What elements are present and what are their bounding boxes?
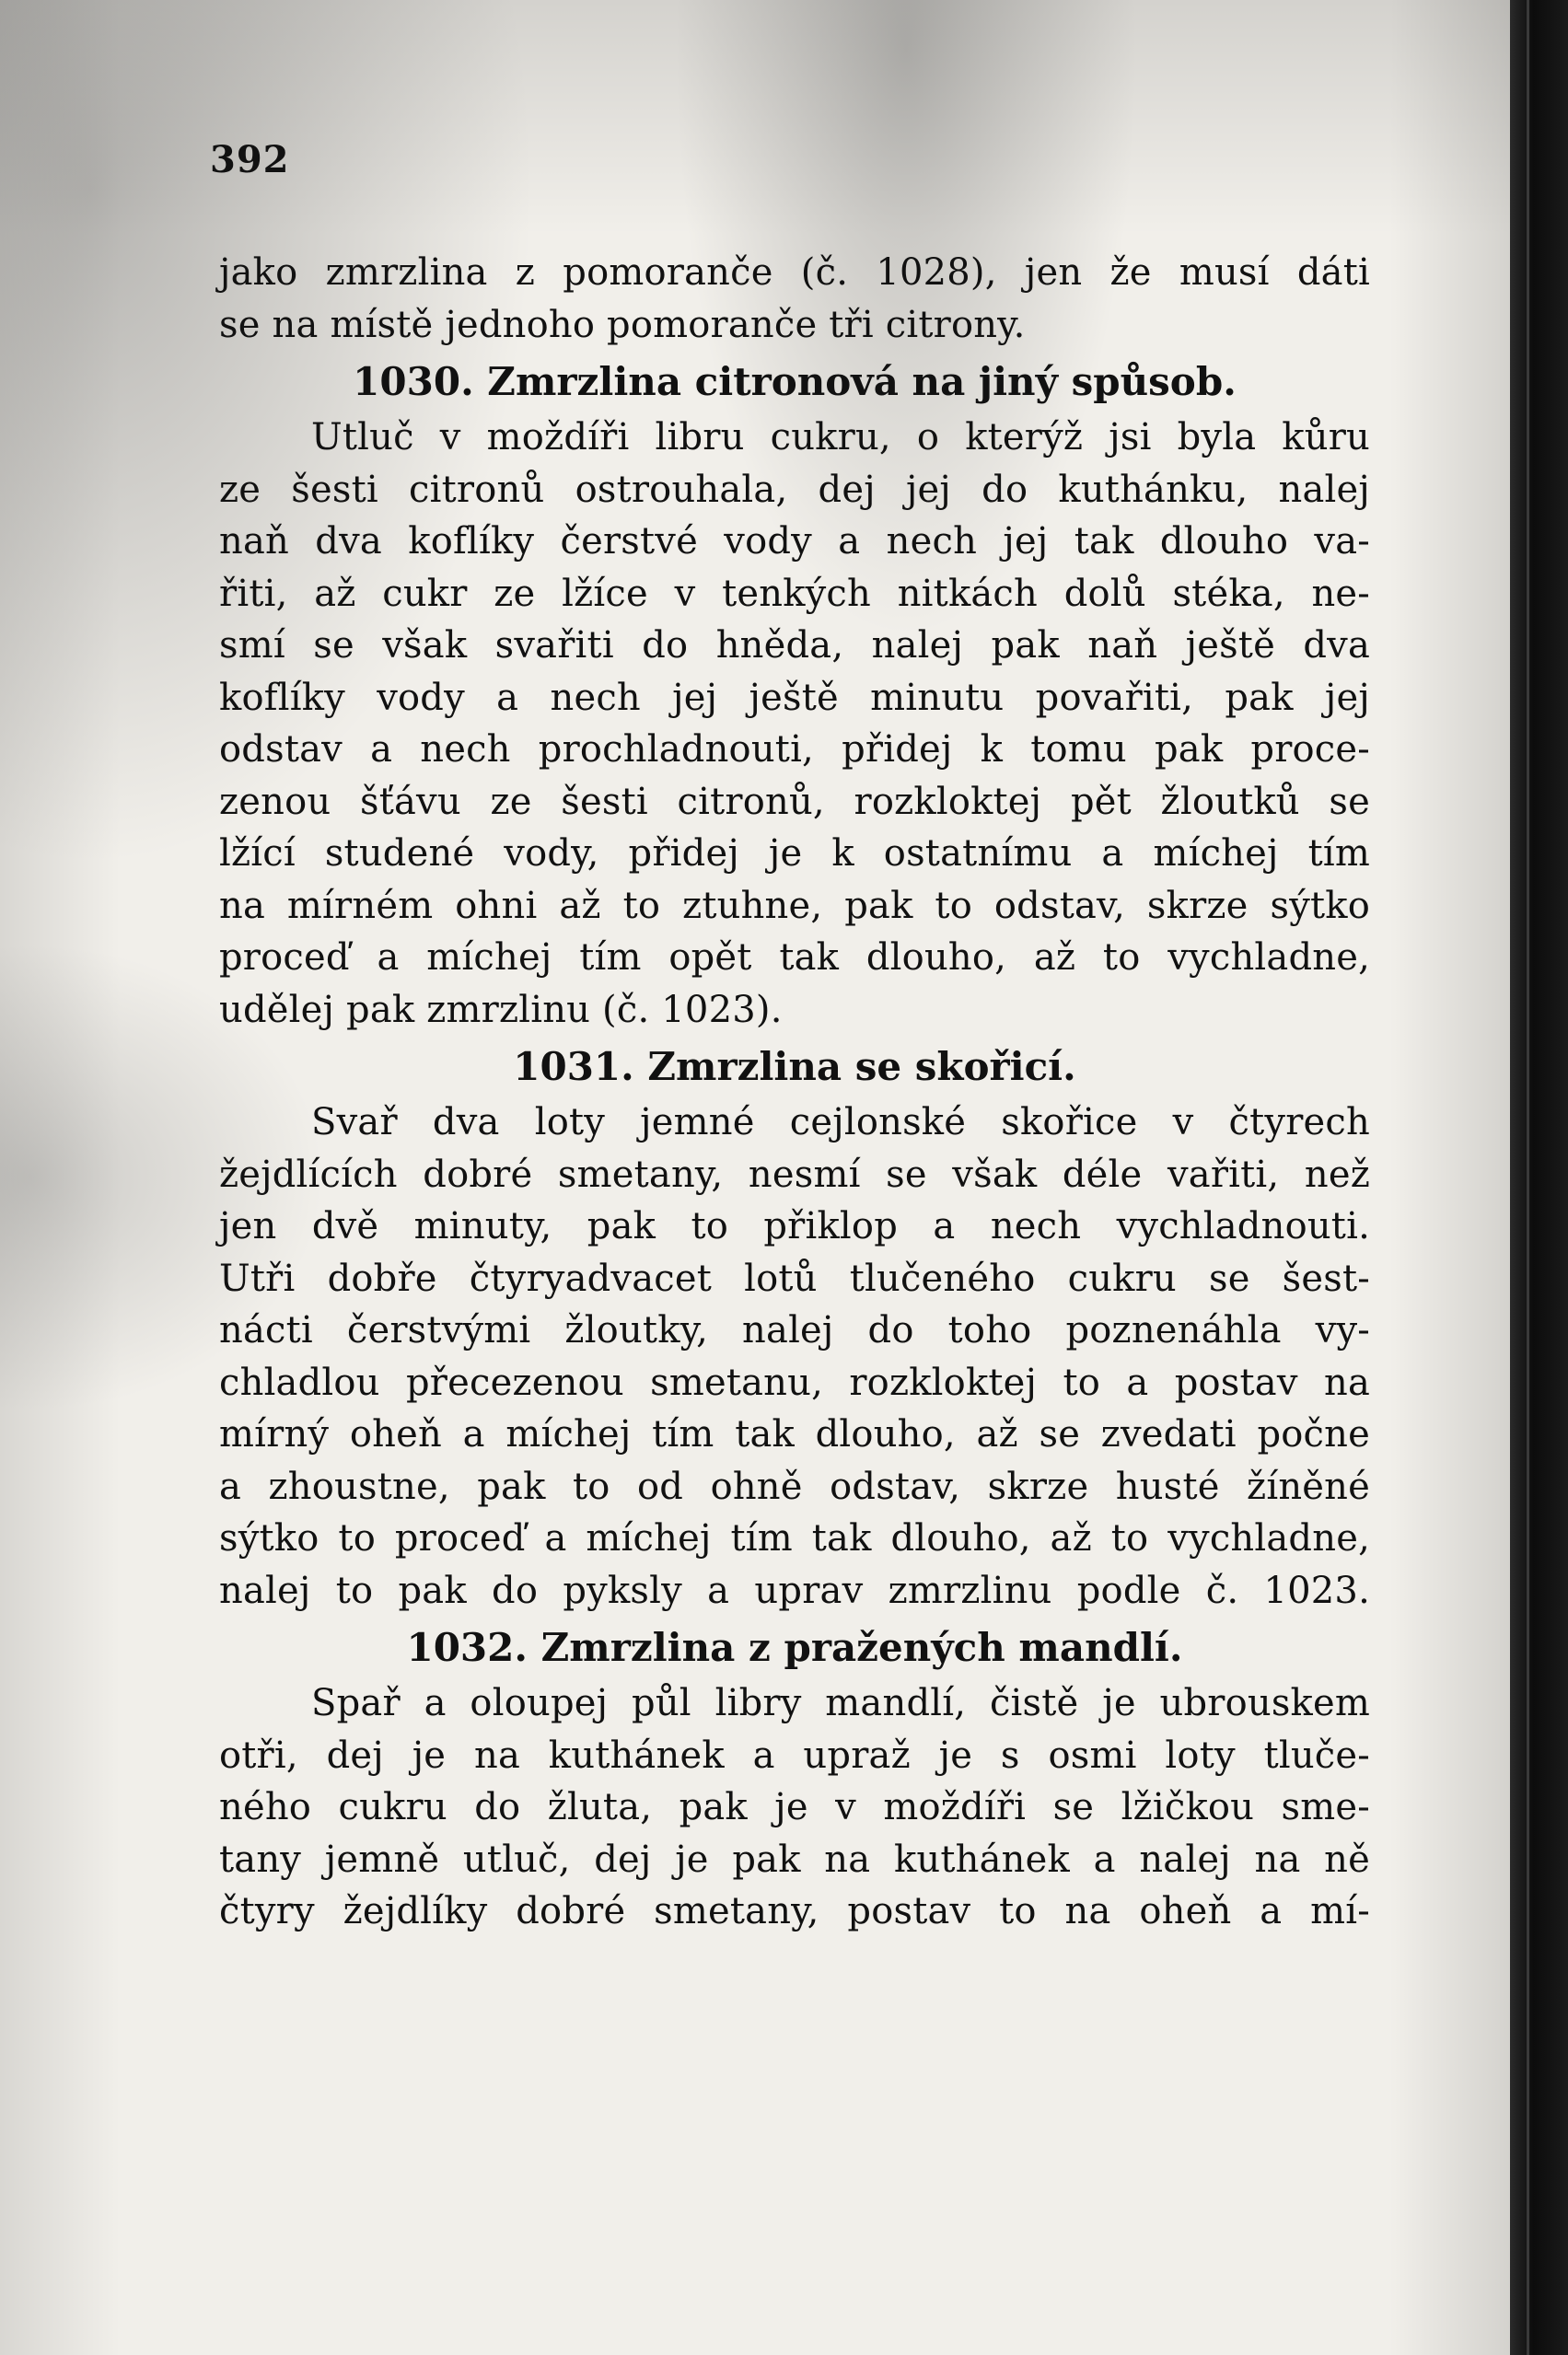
text-line: proceď a míchej tím opět tak dlouho, až to vychladne, — [219, 936, 1370, 979]
intro-paragraph — [219, 247, 1370, 351]
text-line: Utři dobře čtyryadvacet lotů tlučeného cukru se šest- — [219, 1257, 1370, 1300]
text-line: Spař a oloupej půl libry mandlí, čistě je ubrouskem — [311, 1682, 1370, 1724]
text-line: otři, dej je na kuthánek a upraž je s osmi loty tluče- — [219, 1734, 1370, 1777]
text-line: naň dva koflíky čerstvé vody a nech jej tak dlouho va- — [219, 520, 1370, 563]
text-line: jako zmrzlina z pomoranče (č. 1028), jen že musí dáti — [219, 251, 1370, 294]
text-line: koflíky vody a nech jej ještě minutu povařiti, pak jej — [219, 676, 1370, 719]
page-number: 392 — [210, 138, 290, 181]
section-1030 — [219, 356, 1370, 1036]
text-line: řiti, až cukr ze lžíce v tenkých nitkách dolů stéka, ne- — [219, 572, 1370, 615]
section-heading: 1031. Zmrzlina se skořicí. — [513, 1044, 1076, 1089]
text-line: se na místě jednoho pomoranče tři citrony. — [219, 303, 1026, 346]
text-line: Utluč v moždíři libru cukru, o kterýž jsi byla kůru — [311, 416, 1370, 458]
text-line: nácti čerstvými žloutky, nalej do toho poznenáhla vy- — [219, 1309, 1370, 1352]
text-line: a zhoustne, pak to od ohně odstav, skrze husté žíněné — [219, 1465, 1370, 1508]
text-line: čtyry žejdlíky dobré smetany, postav to na oheň a mí- — [219, 1890, 1370, 1932]
text-line: udělej pak zmrzlinu (č. 1023). — [219, 988, 783, 1031]
text-line: mírný oheň a míchej tím tak dlouho, až se zvedati počne — [219, 1413, 1370, 1456]
text-line: smí se však svařiti do hněda, nalej pak naň ještě dva — [219, 624, 1370, 667]
text-line: nalej to pak do pyksly a uprav zmrzlinu podle č. 1023. — [219, 1569, 1370, 1612]
section-heading: 1032. Zmrzlina z pražených mandlí. — [406, 1625, 1183, 1670]
text-line: ného cukru do žluta, pak je v moždíři se lžičkou sme- — [219, 1786, 1370, 1828]
text-line: Svař dva loty jemné cejlonské skořice v čtyrech — [311, 1101, 1370, 1143]
text-line: na mírném ohni až to ztuhne, pak to odstav, skrze sýtko — [219, 884, 1370, 927]
section-1032 — [219, 1622, 1370, 1938]
text-column — [219, 247, 1370, 1938]
text-line: lžící studené vody, přidej je k ostatnímu a míchej tím — [219, 832, 1370, 875]
scan-binding-edge — [1510, 0, 1568, 2355]
text-line: zenou šťávu ze šesti citronů, rozkloktej pět žloutků se — [219, 780, 1370, 823]
text-line: ze šesti citronů ostrouhala, dej jej do kuthánku, nalej — [219, 468, 1370, 511]
section-heading: 1030. Zmrzlina citronová na jiný spůsob. — [353, 359, 1237, 404]
section-1031 — [219, 1041, 1370, 1617]
text-line: odstav a nech prochladnouti, přidej k tomu pak proce- — [219, 728, 1370, 771]
text-line: tany jemně utluč, dej je pak na kuthánek a nalej na ně — [219, 1838, 1370, 1881]
text-line: chladlou přecezenou smetanu, rozkloktej to a postav na — [219, 1361, 1370, 1404]
text-line: žejdlících dobré smetany, nesmí se však déle vařiti, než — [219, 1153, 1370, 1196]
text-line: sýtko to proceď a míchej tím tak dlouho, až to vychladne, — [219, 1517, 1370, 1560]
text-line: jen dvě minuty, pak to přiklop a nech vychladnouti. — [219, 1205, 1370, 1247]
